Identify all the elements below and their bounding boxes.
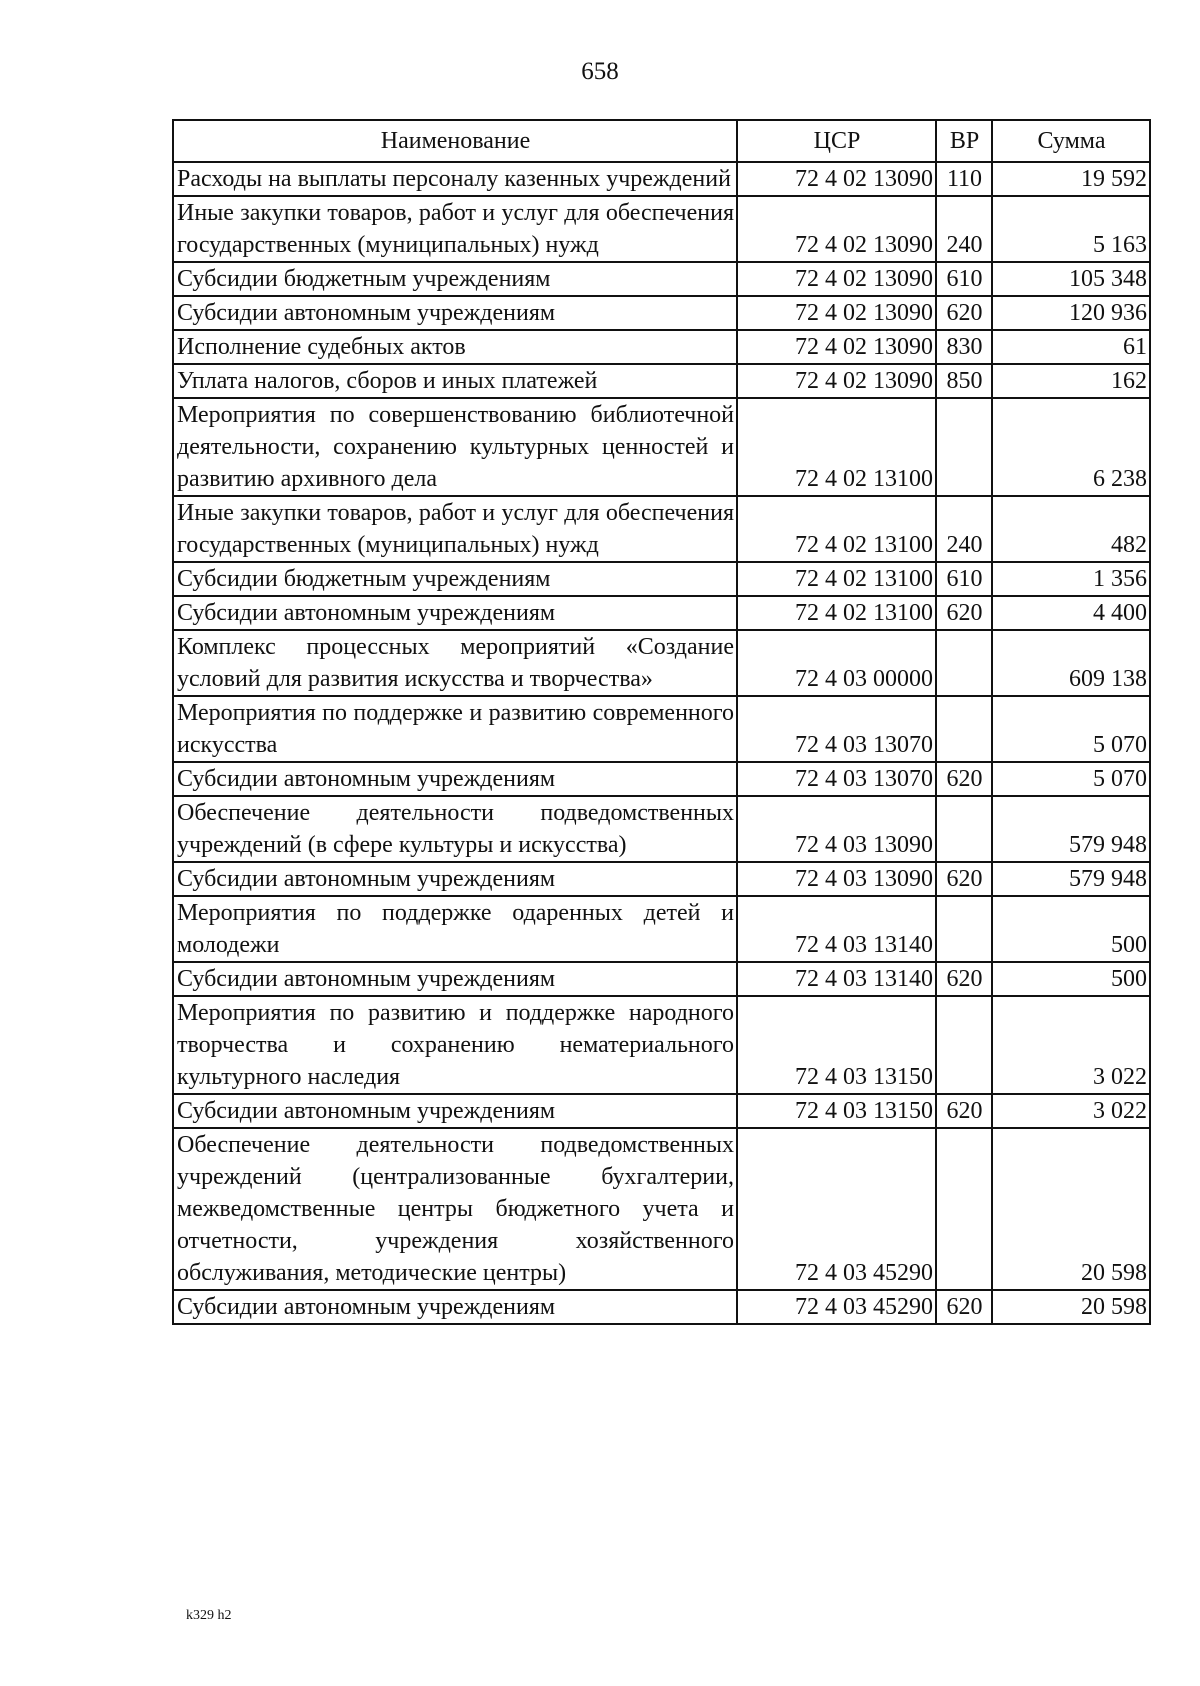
cell-sum: 579 948 [992,862,1150,896]
cell-csr: 72 4 03 45290 [737,1290,936,1324]
cell-sum: 4 400 [992,596,1150,630]
cell-sum: 162 [992,364,1150,398]
table-row [173,996,1150,1094]
header-name: Наименование [173,120,737,162]
page-number: 658 [581,58,619,85]
table-row [173,630,1150,696]
cell-sum: 19 592 [992,162,1150,196]
cell-csr: 72 4 02 13090 [737,196,936,262]
cell-name: Исполнение судебных актов [173,330,737,364]
table-row [173,896,1150,962]
table-row [173,596,1150,630]
cell-sum: 61 [992,330,1150,364]
cell-name: Мероприятия по развитию и поддержке народного творчества и сохранению нематериального культурного наследия [173,996,737,1094]
cell-name: Уплата налогов, сборов и иных платежей [173,364,737,398]
table-body [173,162,1150,1324]
table-row [173,796,1150,862]
cell-sum: 105 348 [992,262,1150,296]
cell-csr: 72 4 02 13100 [737,562,936,596]
cell-sum: 6 238 [992,398,1150,496]
cell-vr [936,398,992,496]
table-row [173,330,1150,364]
cell-vr: 620 [936,962,992,996]
cell-sum: 500 [992,962,1150,996]
cell-vr: 610 [936,562,992,596]
cell-vr [936,796,992,862]
budget-table [172,119,1151,1325]
cell-name: Мероприятия по поддержке одаренных детей и молодежи [173,896,737,962]
cell-sum: 1 356 [992,562,1150,596]
cell-name: Комплекс процессных мероприятий «Создание условий для развития искусства и творчества» [173,630,737,696]
table-row [173,296,1150,330]
cell-csr: 72 4 03 00000 [737,630,936,696]
cell-vr: 830 [936,330,992,364]
cell-name: Иные закупки товаров, работ и услуг для обеспечения государственных (муниципальных) нужд [173,196,737,262]
cell-csr: 72 4 03 13150 [737,1094,936,1128]
cell-name: Субсидии автономным учреждениям [173,1094,737,1128]
cell-vr [936,630,992,696]
cell-name: Обеспечение деятельности подведомственных учреждений (централизованные бухгалтерии, межведомственные центры бюджетного учета и отчетности, учреждения хозяйственного обслуживания, методические центры) [173,1128,737,1290]
cell-csr: 72 4 02 13090 [737,162,936,196]
cell-csr: 72 4 02 13100 [737,596,936,630]
cell-sum: 579 948 [992,796,1150,862]
table-row [173,162,1150,196]
table-row [173,496,1150,562]
cell-csr: 72 4 03 13090 [737,796,936,862]
cell-vr [936,1128,992,1290]
cell-csr: 72 4 02 13090 [737,364,936,398]
cell-csr: 72 4 03 13140 [737,962,936,996]
cell-csr: 72 4 02 13100 [737,496,936,562]
table-row [173,1128,1150,1290]
cell-vr: 620 [936,862,992,896]
table-row [173,364,1150,398]
cell-csr: 72 4 02 13090 [737,262,936,296]
cell-name: Мероприятия по поддержке и развитию современного искусства [173,696,737,762]
cell-name: Субсидии бюджетным учреждениям [173,262,737,296]
cell-name: Мероприятия по совершенствованию библиотечной деятельности, сохранению культурных ценностей и развитию архивного дела [173,398,737,496]
cell-csr: 72 4 03 13140 [737,896,936,962]
cell-sum: 5 070 [992,696,1150,762]
cell-vr: 240 [936,496,992,562]
footer-code: k329 h2 [186,1608,232,1623]
cell-sum: 3 022 [992,996,1150,1094]
cell-vr: 620 [936,296,992,330]
cell-name: Субсидии бюджетным учреждениям [173,562,737,596]
cell-name: Субсидии автономным учреждениям [173,1290,737,1324]
cell-csr: 72 4 02 13090 [737,330,936,364]
cell-vr: 610 [936,262,992,296]
table-header-row [173,120,1150,162]
cell-name: Субсидии автономным учреждениям [173,962,737,996]
cell-sum: 482 [992,496,1150,562]
header-csr: ЦСР [737,120,936,162]
cell-sum: 20 598 [992,1290,1150,1324]
cell-sum: 5 070 [992,762,1150,796]
table-row [173,262,1150,296]
table-row [173,196,1150,262]
header-vr: ВР [936,120,992,162]
table-row [173,1094,1150,1128]
cell-sum: 20 598 [992,1128,1150,1290]
cell-vr: 850 [936,364,992,398]
cell-sum: 120 936 [992,296,1150,330]
cell-vr [936,696,992,762]
table-row [173,696,1150,762]
table-row [173,962,1150,996]
cell-vr: 620 [936,762,992,796]
cell-vr: 620 [936,596,992,630]
cell-csr: 72 4 03 13070 [737,762,936,796]
cell-name: Субсидии автономным учреждениям [173,596,737,630]
table-row [173,1290,1150,1324]
cell-sum: 5 163 [992,196,1150,262]
cell-vr: 240 [936,196,992,262]
table-row [173,762,1150,796]
cell-csr: 72 4 03 13070 [737,696,936,762]
cell-vr [936,996,992,1094]
cell-csr: 72 4 02 13090 [737,296,936,330]
cell-name: Обеспечение деятельности подведомственных учреждений (в сфере культуры и искусства) [173,796,737,862]
cell-name: Субсидии автономным учреждениям [173,862,737,896]
table-row [173,398,1150,496]
cell-sum: 609 138 [992,630,1150,696]
table-row [173,862,1150,896]
cell-name: Субсидии автономным учреждениям [173,762,737,796]
cell-sum: 500 [992,896,1150,962]
cell-csr: 72 4 03 13150 [737,996,936,1094]
cell-csr: 72 4 03 45290 [737,1128,936,1290]
cell-vr [936,896,992,962]
header-sum: Сумма [992,120,1150,162]
cell-vr: 620 [936,1094,992,1128]
cell-vr: 110 [936,162,992,196]
cell-name: Иные закупки товаров, работ и услуг для обеспечения государственных (муниципальных) нужд [173,496,737,562]
cell-csr: 72 4 03 13090 [737,862,936,896]
cell-csr: 72 4 02 13100 [737,398,936,496]
cell-vr: 620 [936,1290,992,1324]
table-row [173,562,1150,596]
cell-name: Субсидии автономным учреждениям [173,296,737,330]
cell-name: Расходы на выплаты персоналу казенных учреждений [173,162,737,196]
cell-sum: 3 022 [992,1094,1150,1128]
